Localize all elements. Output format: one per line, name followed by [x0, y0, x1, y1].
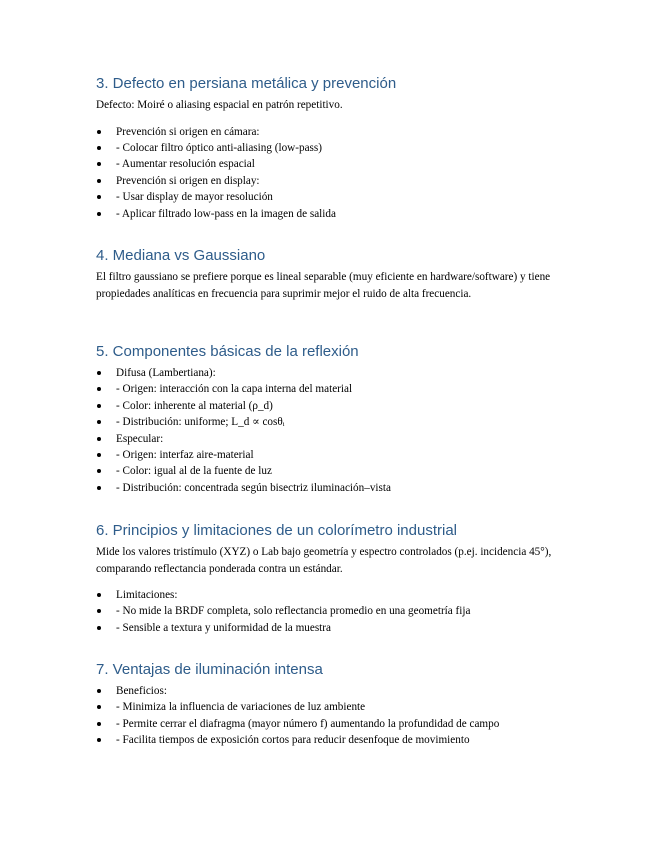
list-item: Prevención si origen en cámara: — [96, 124, 396, 140]
section-4-heading: 4. Mediana vs Gaussiano — [96, 247, 266, 264]
section-3-heading: 3. Defecto en persiana metálica y prevención — [96, 75, 397, 92]
section-7-heading: 7. Ventajas de iluminación intensa — [96, 661, 323, 678]
list-item: - Permite cerrar el diafragma (mayor número f) aumentando la profundidad de campo — [96, 716, 499, 732]
list-item: Prevención si origen en display: — [96, 173, 396, 189]
section-4-paragraph: El filtro gaussiano se prefiere porque es lineal separable (muy eficiente en hardware/software) y tiene propiedades analíticas en frecuencia para suprimir mejor el ruido de alta frecuencia. — [96, 271, 551, 300]
section-4 — [96, 246, 566, 302]
section-7-list — [96, 683, 499, 749]
list-item: - Facilita tiempos de exposición cortos para reducir desenfoque de movimiento — [96, 732, 499, 748]
section-3-paragraph: Defecto: Moiré o aliasing espacial en patrón repetitivo. — [96, 99, 343, 111]
list-item: - Distribución: concentrada según bisectriz iluminación–vista — [96, 480, 391, 496]
list-item: - Color: inherente al material (ρ_d) — [96, 398, 391, 414]
list-item: - Aumentar resolución espacial — [96, 156, 396, 172]
section-3-list — [96, 124, 396, 222]
section-3 — [96, 74, 396, 222]
section-7 — [96, 660, 499, 749]
section-6-heading: 6. Principios y limitaciones de un colorímetro industrial — [96, 522, 457, 539]
list-item: Beneficios: — [96, 683, 499, 699]
list-item: - Origen: interacción con la capa interna del material — [96, 381, 391, 397]
list-item: - Minimiza la influencia de variaciones de luz ambiente — [96, 699, 499, 715]
section-6 — [96, 521, 566, 636]
section-5-heading: 5. Componentes básicas de la reflexión — [96, 343, 359, 360]
list-item: Limitaciones: — [96, 587, 566, 603]
section-5 — [96, 342, 391, 496]
list-item: - Color: igual al de la fuente de luz — [96, 463, 391, 479]
list-item: - Distribución: uniforme; L_d ∝ cosθᵢ — [96, 414, 391, 430]
section-6-paragraph: Mide los valores tristímulo (XYZ) o Lab bajo geometría y espectro controlados (p.ej. incidencia 45°), comparando reflectancia ponderada contra un estándar. — [96, 546, 552, 575]
section-6-list — [96, 587, 566, 636]
list-item: - No mide la BRDF completa, solo reflectancia promedio en una geometría fija — [96, 603, 566, 619]
list-item: - Colocar filtro óptico anti-aliasing (low-pass) — [96, 140, 396, 156]
list-item: Especular: — [96, 431, 391, 447]
list-item: - Usar display de mayor resolución — [96, 189, 396, 205]
list-item: Difusa (Lambertiana): — [96, 365, 391, 381]
section-5-list — [96, 365, 391, 496]
list-item: - Sensible a textura y uniformidad de la muestra — [96, 620, 566, 636]
list-item: - Aplicar filtrado low-pass en la imagen de salida — [96, 206, 396, 222]
list-item: - Origen: interfaz aire-material — [96, 447, 391, 463]
